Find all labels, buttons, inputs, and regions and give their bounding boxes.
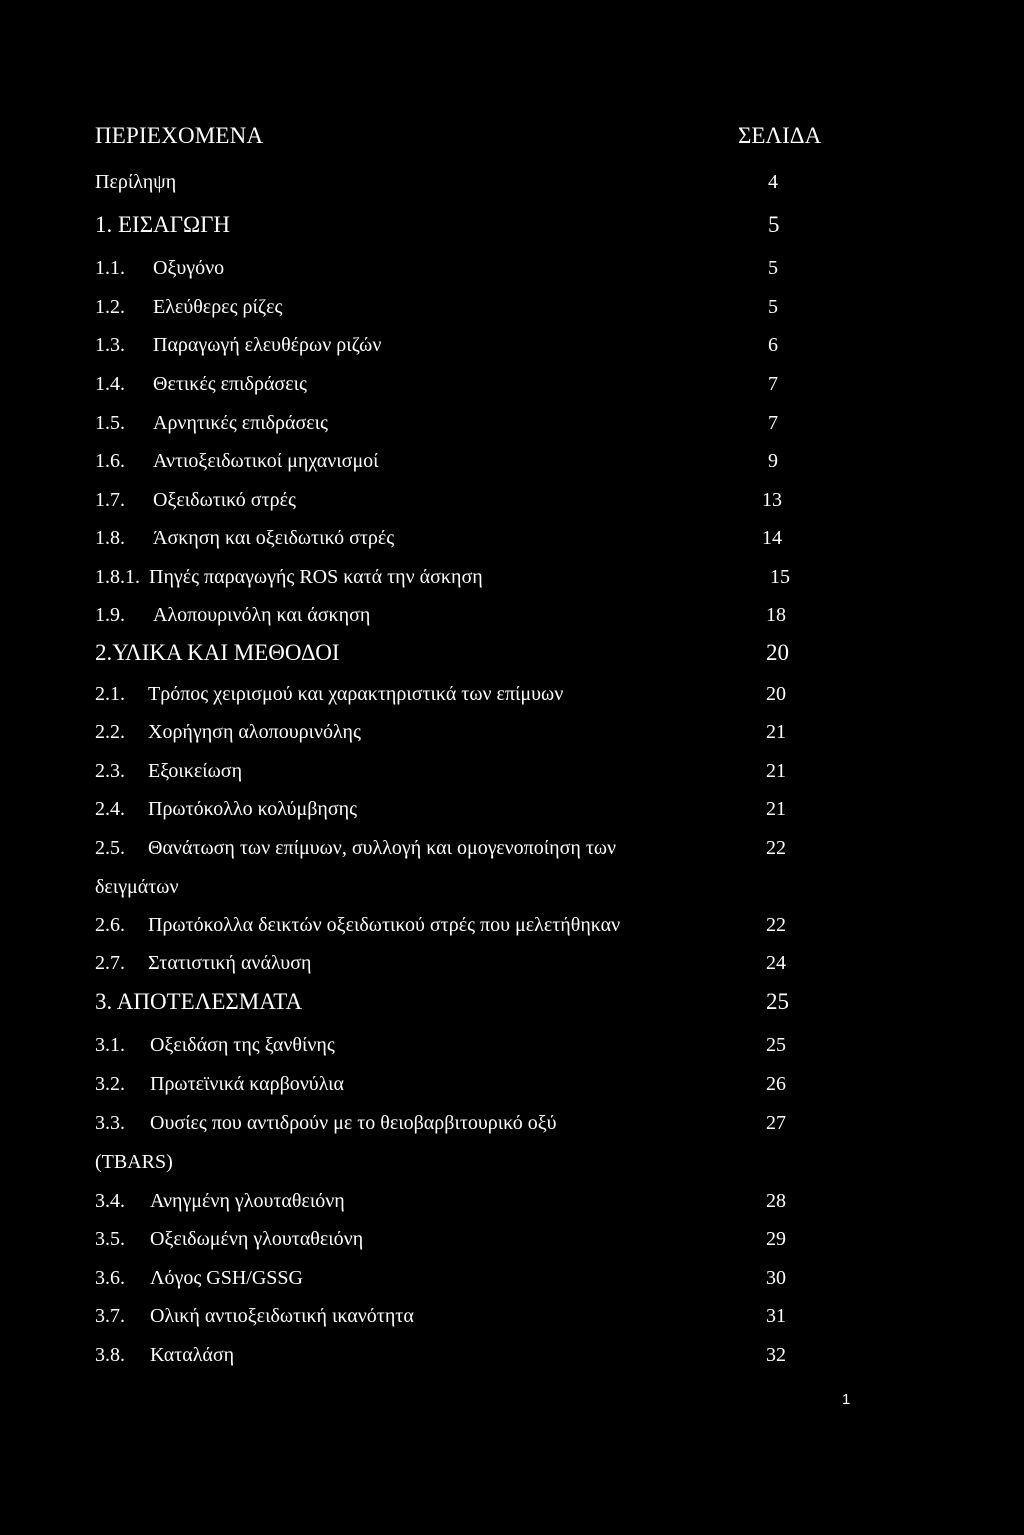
toc-entry <box>0 1030 1024 1060</box>
toc-title: ΠΕΡΙΕΧΟΜΕΝΑ <box>95 123 264 148</box>
toc-entry <box>0 408 1024 438</box>
toc-entry <box>0 446 1024 476</box>
toc-entry-page: 7 <box>768 373 778 395</box>
toc-entry-label: 1. ΕΙΣΑΓΩΓΗ <box>95 212 231 237</box>
toc-entry-page: 28 <box>766 1190 786 1212</box>
toc-entry-label: Ολική αντιοξειδωτική ικανότητα <box>150 1305 414 1327</box>
toc-entry-label: Ανηγμένη γλουταθειόνη <box>150 1190 345 1212</box>
toc-entry-page: 31 <box>766 1305 786 1327</box>
toc-entry-number: 2.4. <box>95 798 125 820</box>
toc-entry <box>0 600 1024 630</box>
toc-entry-label: Θετικές επιδράσεις <box>153 373 307 395</box>
toc-entry-page: 13 <box>762 489 782 511</box>
toc-entry <box>0 523 1024 553</box>
toc-entry-number: 2.2. <box>95 721 125 743</box>
toc-entry <box>0 1186 1024 1216</box>
toc-entry-label: Άσκηση και οξειδωτικό στρές <box>153 527 395 549</box>
toc-entry-number: 3.5. <box>95 1228 125 1250</box>
toc-entry-number: 1.9. <box>95 604 125 626</box>
toc-entry-label: Αρνητικές επιδράσεις <box>153 412 328 434</box>
toc-entry-label: Στατιστική ανάλυση <box>148 952 312 974</box>
toc-entry <box>0 292 1024 322</box>
toc-entry-page: 24 <box>766 952 786 974</box>
toc-entry-label: Πρωτόκολλο κολύμβησης <box>148 798 358 820</box>
toc-entry-label: Οξειδωτικό στρές <box>153 489 296 511</box>
toc-entry-label: Καταλάση <box>150 1344 235 1366</box>
toc-entry-number: 1.7. <box>95 489 125 511</box>
toc-entry-number: 3.6. <box>95 1267 125 1289</box>
toc-entry-label: Τρόπος χειρισμού και χαρακτηριστικά των επίμυων <box>148 683 564 705</box>
toc-entry-label: Οξειδάση της ξανθίνης <box>150 1034 335 1056</box>
toc-entry-page: 21 <box>766 760 786 782</box>
toc-entry <box>0 210 1024 240</box>
toc-entry-number: 2.6. <box>95 914 125 936</box>
toc-entry-label: Λόγος GSH/GSSG <box>150 1267 303 1289</box>
toc-entry <box>0 562 1024 592</box>
toc-entry <box>0 1108 1024 1138</box>
toc-entry-page: 14 <box>762 527 782 549</box>
toc-entry-page: 4 <box>768 171 778 193</box>
toc-entry-page: 30 <box>766 1267 786 1289</box>
toc-entry-number: 1.8.1. <box>95 566 140 588</box>
toc-entry-label: Πηγές παραγωγής ROS κατά την άσκηση <box>149 566 483 588</box>
toc-entry <box>0 369 1024 399</box>
toc-entry-label: δειγμάτων <box>95 876 179 898</box>
toc-entry <box>0 794 1024 824</box>
toc-entry-label: Εξοικείωση <box>148 760 243 782</box>
toc-entry-number: 2.7. <box>95 952 125 974</box>
toc-entry <box>0 679 1024 709</box>
toc-entry <box>0 330 1024 360</box>
toc-entry-page: 20 <box>766 640 789 665</box>
toc-entry-label: Παραγωγή ελευθέρων ριζών <box>153 334 382 356</box>
toc-entry-page: 22 <box>766 837 786 859</box>
toc-entry <box>0 638 1024 668</box>
toc-entry-number: 3.8. <box>95 1344 125 1366</box>
toc-entry-number: 3.4. <box>95 1190 125 1212</box>
toc-entry <box>0 833 1024 863</box>
toc-entry <box>0 1301 1024 1331</box>
toc-entry-number: 2.5. <box>95 837 125 859</box>
toc-entry-number: 1.5. <box>95 412 125 434</box>
toc-entry <box>0 756 1024 786</box>
toc-entry-number: 1.1. <box>95 257 125 279</box>
toc-entry-number: 2.1. <box>95 683 125 705</box>
toc-entry-label: Χορήγηση αλοπουρινόλης <box>148 721 361 743</box>
toc-entry-page: 7 <box>768 412 778 434</box>
toc-entry-number: 1.8. <box>95 527 125 549</box>
toc-entry-label: 3. ΑΠΟΤΕΛΕΣΜΑΤΑ <box>95 989 303 1014</box>
toc-entry <box>0 910 1024 940</box>
toc-entry-label: Οξυγόνο <box>153 257 225 279</box>
toc-entry-page: 25 <box>766 1034 786 1056</box>
toc-entry-number: 3.2. <box>95 1073 125 1095</box>
toc-entry-label: Αντιοξειδωτικοί μηχανισμοί <box>153 450 379 472</box>
toc-entry <box>0 948 1024 978</box>
toc-entry-number: 1.2. <box>95 296 125 318</box>
toc-entry-label: (TBARS) <box>95 1151 173 1173</box>
toc-entry <box>0 1147 1024 1177</box>
toc-entry-page: 15 <box>770 566 790 588</box>
toc-entry-label: 2.ΥΛΙΚΑ ΚΑΙ ΜΕΘΟΔΟΙ <box>95 640 340 665</box>
toc-entry-page: 5 <box>768 257 778 279</box>
toc-entry-page: 22 <box>766 914 786 936</box>
toc-entry <box>0 1069 1024 1099</box>
toc-entry-number: 1.3. <box>95 334 125 356</box>
toc-entry-page: 20 <box>766 683 786 705</box>
toc-entry <box>0 485 1024 515</box>
toc-entry-label: Πρωτεϊνικά καρβονύλια <box>150 1073 345 1095</box>
toc-entry <box>0 167 1024 197</box>
toc-entry-label: Αλοπουρινόλη και άσκηση <box>153 604 371 626</box>
toc-entry-page: 5 <box>768 212 780 237</box>
toc-entry-number: 3.1. <box>95 1034 125 1056</box>
toc-entry-page: 21 <box>766 721 786 743</box>
toc-entry-page: 9 <box>768 450 778 472</box>
toc-entry-label: Πρωτόκολλα δεικτών οξειδωτικού στρές που μελετήθηκαν <box>148 914 621 936</box>
toc-entry-number: 3.7. <box>95 1305 125 1327</box>
page-column-header: ΣΕΛΙΔΑ <box>738 123 822 148</box>
toc-entry-page: 29 <box>766 1228 786 1250</box>
toc-entry-page: 18 <box>766 604 786 626</box>
toc-entry <box>0 1340 1024 1370</box>
toc-entry-label: Οξειδωμένη γλουταθειόνη <box>150 1228 364 1250</box>
toc-entry-label: Ουσίες που αντιδρούν με το θειοβαρβιτουρικό οξύ <box>150 1112 557 1134</box>
toc-entry-page: 6 <box>768 334 778 356</box>
footer-page-number: 1 <box>842 1391 851 1408</box>
toc-entry-label: Θανάτωση των επίμυων, συλλογή και ομογενοποίηση των <box>148 837 617 859</box>
toc-entry-page: 25 <box>766 989 789 1014</box>
toc-entry-number: 2.3. <box>95 760 125 782</box>
toc-entry <box>0 872 1024 902</box>
toc-entry-page: 21 <box>766 798 786 820</box>
toc-entry <box>0 1263 1024 1293</box>
toc-entry-label: Ελεύθερες ρίζες <box>153 296 283 318</box>
toc-entry <box>0 253 1024 283</box>
toc-entry-number: 1.6. <box>95 450 125 472</box>
toc-entry <box>0 717 1024 747</box>
toc-entry-page: 5 <box>768 296 778 318</box>
toc-entry-page: 26 <box>766 1073 786 1095</box>
toc-entry-number: 3.3. <box>95 1112 125 1134</box>
toc-entry <box>0 987 1024 1017</box>
toc-entry <box>0 1224 1024 1254</box>
toc-entry-label: Περίληψη <box>95 171 177 193</box>
toc-entry-page: 32 <box>766 1344 786 1366</box>
toc-entry-number: 1.4. <box>95 373 125 395</box>
toc-entry-page: 27 <box>766 1112 786 1134</box>
